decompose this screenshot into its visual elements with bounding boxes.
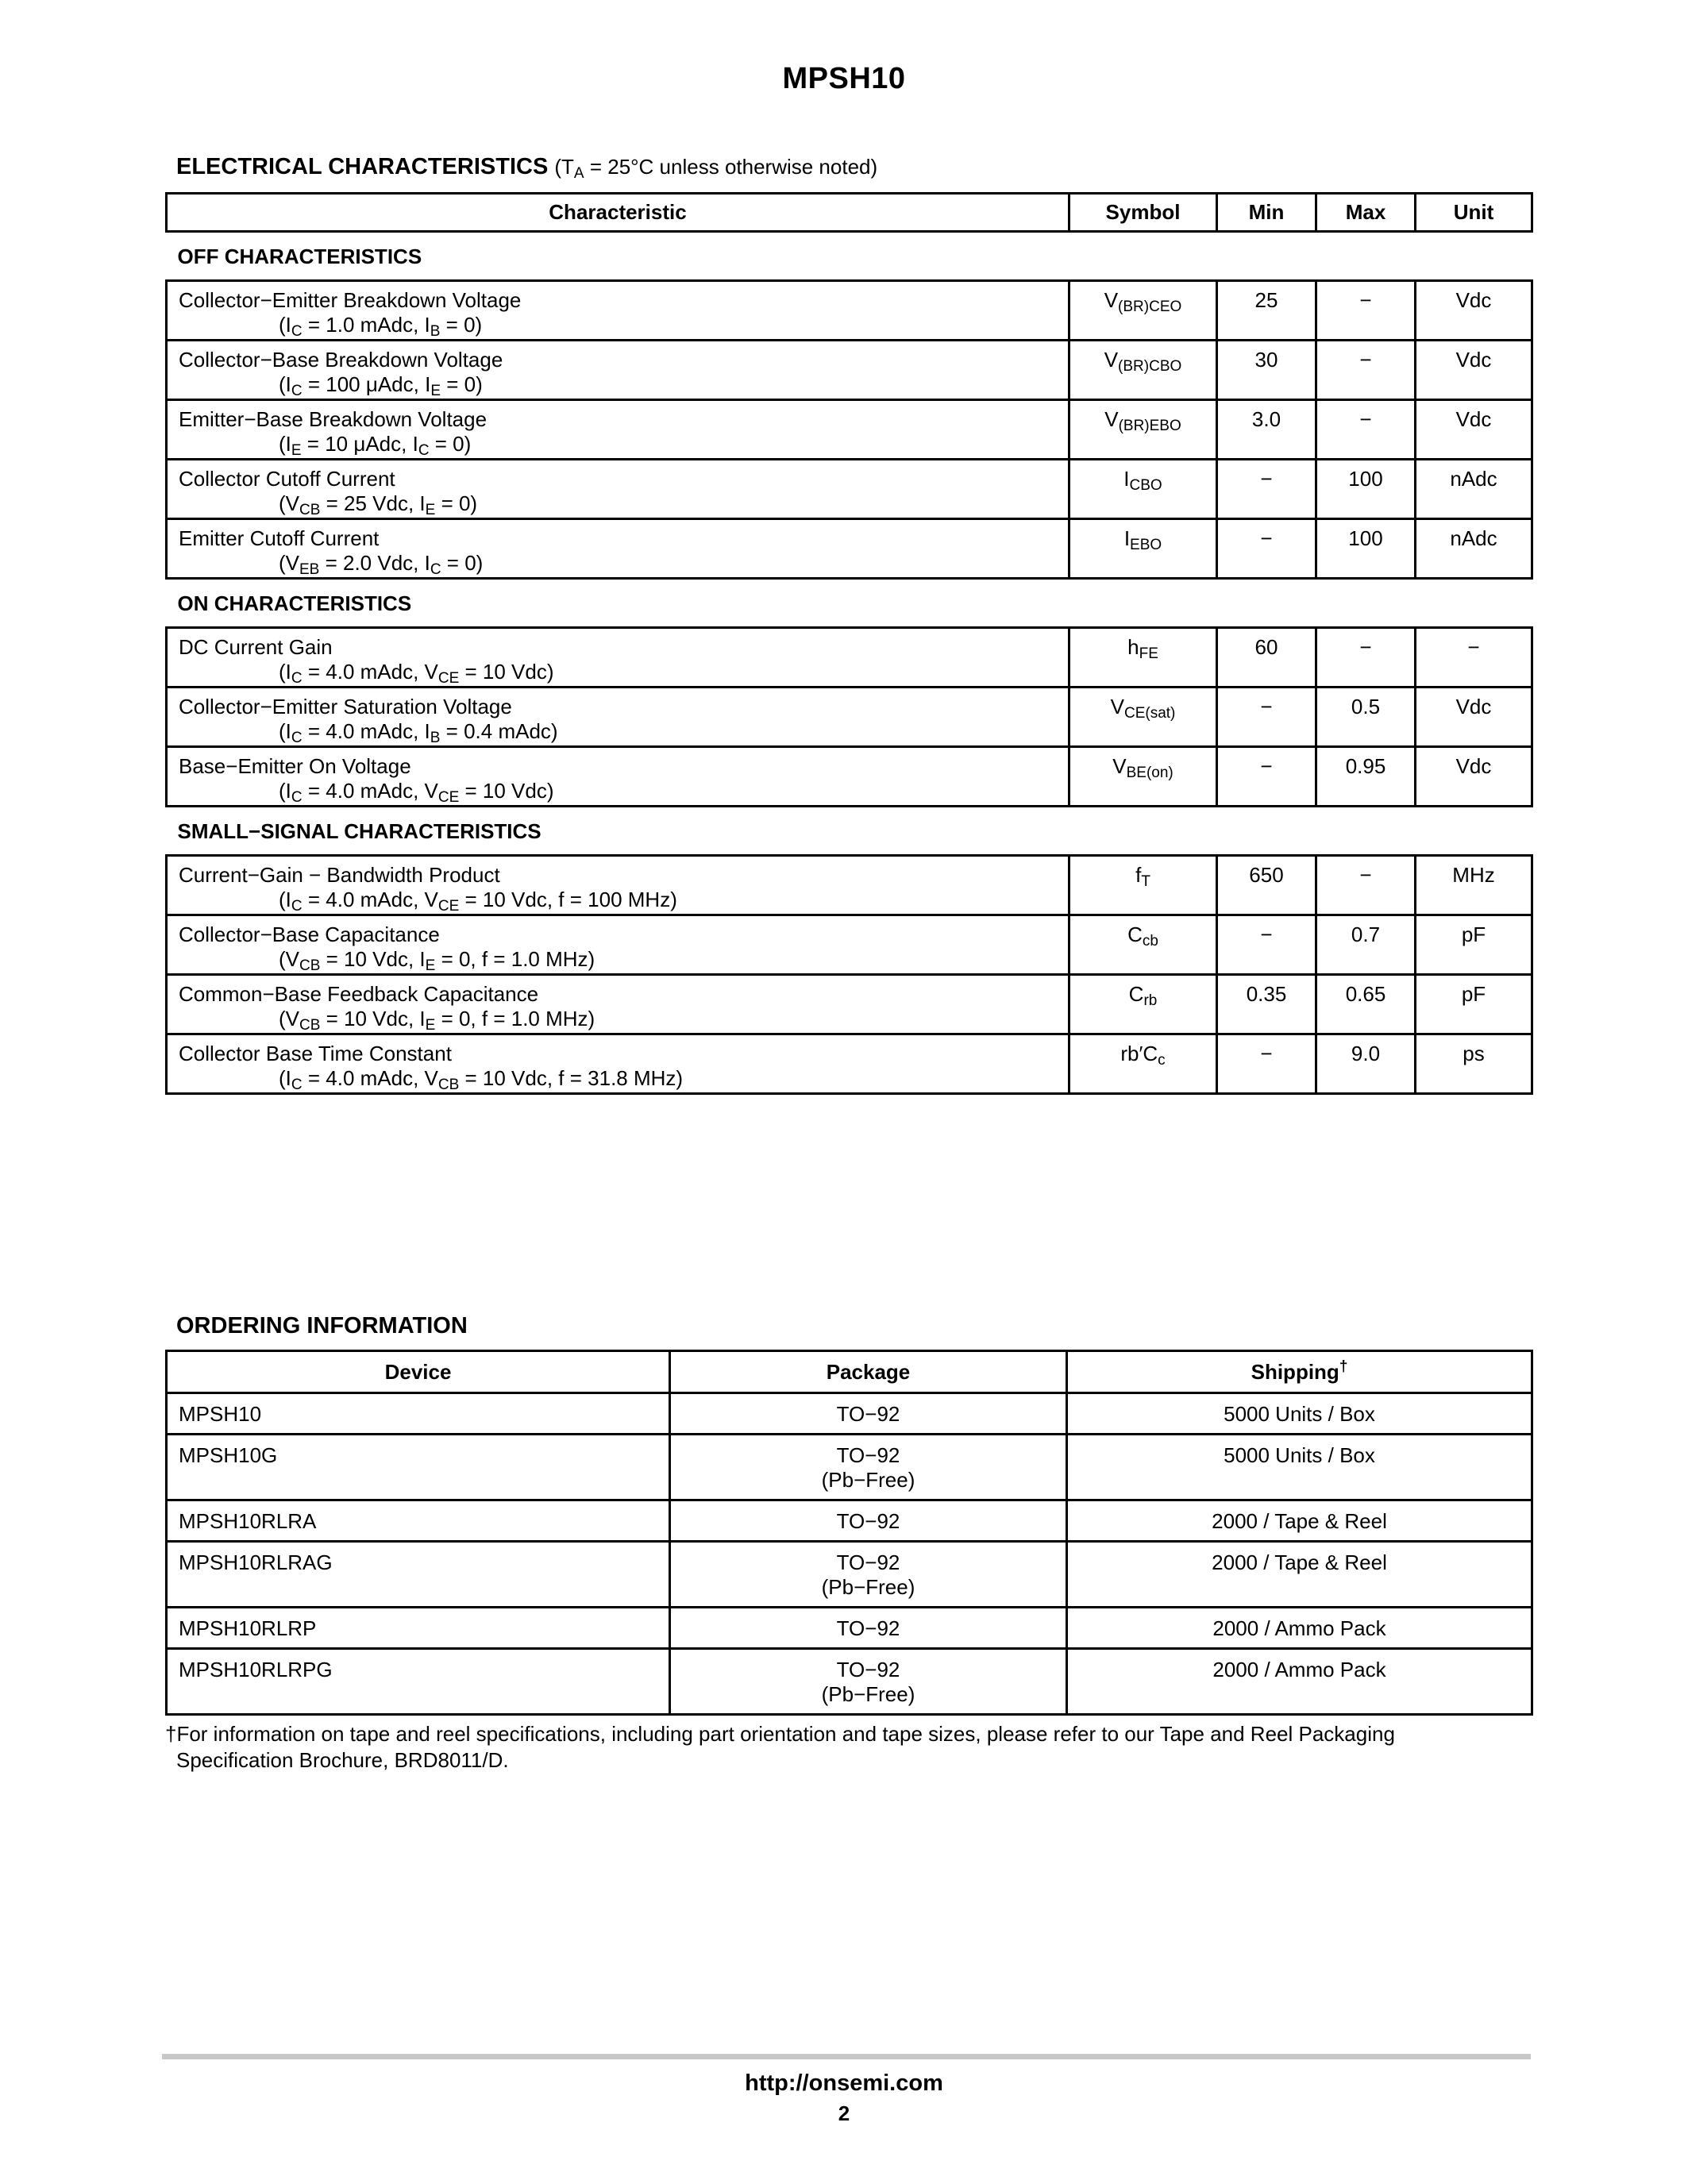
unit-cell: MHz: [1416, 856, 1532, 915]
unit-cell: Vdc: [1416, 747, 1532, 807]
max-cell: −: [1316, 400, 1416, 460]
unit-cell: nAdc: [1416, 519, 1532, 579]
table-row: [167, 856, 1532, 915]
min-cell: −: [1217, 460, 1316, 519]
group-heading-off: OFF CHARACTERISTICS: [177, 245, 422, 268]
max-cell: 9.0: [1316, 1034, 1416, 1094]
symbol-cell: $I_{EBO}$: [1069, 519, 1217, 579]
min-cell: −: [1217, 519, 1316, 579]
min-cell: 3.0: [1217, 400, 1316, 460]
table-row: [167, 519, 1532, 579]
characteristic-name: Emitter−Base Breakdown Voltage: [179, 407, 488, 431]
table-row: [167, 1435, 1532, 1500]
device-cell: MPSH10G: [167, 1435, 670, 1500]
max-cell: −: [1316, 281, 1416, 341]
electrical-characteristics-heading: [176, 154, 877, 180]
group-heading-small: SMALL−SIGNAL CHARACTERISTICS: [177, 819, 541, 843]
shipping-cell: 2000 / Tape & Reel: [1067, 1500, 1532, 1542]
symbol-cell: $f_T$: [1069, 856, 1217, 915]
electrical-table-body: [167, 232, 1532, 1094]
characteristic-name: Base−Emitter On Voltage: [179, 754, 411, 778]
characteristic-name: Collector−Emitter Breakdown Voltage: [179, 288, 522, 312]
footnote-line-1: †For information on tape and reel specifications, including part orientation and tape sizes, please refer to our Tape and Reel Packaging: [165, 1722, 1395, 1746]
min-cell: −: [1217, 688, 1316, 747]
max-cell: −: [1316, 341, 1416, 400]
test-condition: ($I_C = 4.0$ mAdc, $V_{CE} = 10$ Vdc): [279, 660, 554, 687]
package-cell: TO−92: [670, 1393, 1067, 1435]
symbol-cell: $h_{FE}$: [1069, 628, 1217, 688]
table-row: [167, 400, 1532, 460]
table-header-row: [167, 194, 1532, 232]
symbol-cell: $V_{(BR)EBO}$: [1069, 400, 1217, 460]
characteristic-name: Collector−Emitter Saturation Voltage: [179, 695, 512, 718]
page-number: 2: [838, 2101, 850, 2125]
characteristic-cell: [167, 341, 1069, 400]
max-cell: 100: [1316, 460, 1416, 519]
footer-url-link[interactable]: http://onsemi.com: [745, 2070, 943, 2096]
unit-cell: Vdc: [1416, 688, 1532, 747]
device-cell: MPSH10RLRP: [167, 1608, 670, 1649]
symbol-cell: $V_{CE(sat)}$: [1069, 688, 1217, 747]
unit-cell: −: [1416, 628, 1532, 688]
ordering-footnote: [165, 1721, 1531, 1774]
test-condition: ($I_C = 4.0$ mAdc, $V_{CB} = 10$ Vdc, f = 31.8 MHz): [279, 1066, 684, 1093]
package-cell: TO−92 (Pb−Free): [670, 1542, 1067, 1608]
device-cell: MPSH10RLRA: [167, 1500, 670, 1542]
test-condition: ($I_C = 4.0$ mAdc, $V_{CE} = 10$ Vdc): [279, 779, 554, 806]
shipping-cell: 2000 / Ammo Pack: [1067, 1649, 1532, 1715]
test-condition: ($I_E = 10$ μAdc, $I_C = 0$): [279, 432, 472, 459]
characteristic-name: Common−Base Feedback Capacitance: [179, 982, 539, 1006]
col-device: Device: [167, 1351, 670, 1393]
symbol-cell: $rb'C_c$: [1069, 1034, 1217, 1094]
unit-cell: ps: [1416, 1034, 1532, 1094]
symbol-cell: $V_{(BR)CBO}$: [1069, 341, 1217, 400]
characteristic-name: Collector Base Time Constant: [179, 1042, 452, 1065]
unit-cell: Vdc: [1416, 281, 1532, 341]
package-cell: TO−92: [670, 1608, 1067, 1649]
ordering-table-body: [167, 1393, 1532, 1715]
ordering-information-table: [165, 1350, 1533, 1716]
test-condition: ($V_{EB} = 2.0$ Vdc, $I_C = 0$): [279, 551, 484, 578]
min-cell: 60: [1217, 628, 1316, 688]
symbol-cell: $C_{cb}$: [1069, 915, 1217, 975]
test-condition: ($I_C = 1.0$ mAdc, $I_B = 0$): [279, 313, 483, 340]
max-cell: 0.65: [1316, 975, 1416, 1034]
characteristic-cell: [167, 688, 1069, 747]
min-cell: −: [1217, 915, 1316, 975]
table-row: [167, 747, 1532, 807]
test-condition: ($I_C = 4.0$ mAdc, $V_{CE} = 10$ Vdc, f = 100 MHz): [279, 888, 677, 915]
characteristic-cell: [167, 281, 1069, 341]
table-row: [167, 688, 1532, 747]
characteristic-cell: [167, 519, 1069, 579]
symbol-cell: $V_{BE(on)}$: [1069, 747, 1217, 807]
unit-cell: pF: [1416, 975, 1532, 1034]
characteristic-name: Current−Gain − Bandwidth Product: [179, 863, 500, 887]
min-cell: −: [1217, 1034, 1316, 1094]
electrical-heading-condition: ($T_A = 25^\circ C$ unless otherwise noted): [554, 155, 878, 182]
characteristic-cell: [167, 460, 1069, 519]
characteristic-cell: [167, 975, 1069, 1034]
dagger-mark: †: [1339, 1358, 1348, 1375]
table-row: [167, 281, 1532, 341]
package-cell: TO−92 (Pb−Free): [670, 1649, 1067, 1715]
page-title: MPSH10: [782, 62, 906, 95]
table-row: [167, 1542, 1532, 1608]
test-condition: ($V_{CB} = 25$ Vdc, $I_E = 0$): [279, 491, 478, 518]
electrical-characteristics-table: [165, 192, 1533, 1095]
min-cell: 650: [1217, 856, 1316, 915]
characteristic-cell: [167, 915, 1069, 975]
group-row: [167, 579, 1532, 628]
max-cell: 0.95: [1316, 747, 1416, 807]
max-cell: −: [1316, 856, 1416, 915]
table-row: [167, 628, 1532, 688]
characteristic-name: Collector−Base Breakdown Voltage: [179, 348, 503, 372]
footer-divider: [162, 2054, 1531, 2059]
group-row: [167, 232, 1532, 281]
device-cell: MPSH10RLRPG: [167, 1649, 670, 1715]
table-row: [167, 1034, 1532, 1094]
symbol-cell: $C_{rb}$: [1069, 975, 1217, 1034]
characteristic-cell: [167, 400, 1069, 460]
test-condition: ($I_C = 4.0$ mAdc, $I_B = 0.4$ mAdc): [279, 719, 558, 746]
max-cell: 100: [1316, 519, 1416, 579]
shipping-cell: 2000 / Ammo Pack: [1067, 1608, 1532, 1649]
col-unit: Unit: [1416, 194, 1532, 232]
device-cell: MPSH10: [167, 1393, 670, 1435]
characteristic-cell: [167, 628, 1069, 688]
characteristic-name: Emitter Cutoff Current: [179, 526, 380, 550]
group-row: [167, 807, 1532, 856]
table-row: [167, 341, 1532, 400]
characteristic-cell: [167, 856, 1069, 915]
characteristic-name: Collector−Base Capacitance: [179, 923, 440, 946]
unit-cell: Vdc: [1416, 341, 1532, 400]
max-cell: 0.5: [1316, 688, 1416, 747]
min-cell: −: [1217, 747, 1316, 807]
min-cell: 30: [1217, 341, 1316, 400]
table-row: [167, 1500, 1532, 1542]
unit-cell: Vdc: [1416, 400, 1532, 460]
table-row: [167, 1649, 1532, 1715]
characteristic-cell: [167, 1034, 1069, 1094]
max-cell: 0.7: [1316, 915, 1416, 975]
col-characteristic: Characteristic: [167, 194, 1069, 232]
electrical-heading-text: ELECTRICAL CHARACTERISTICS: [176, 154, 549, 179]
table-row: [167, 1608, 1532, 1649]
max-cell: −: [1316, 628, 1416, 688]
test-condition: ($V_{CB} = 10$ Vdc, $I_E = 0$, f = 1.0 MHz): [279, 1007, 595, 1034]
group-heading-on: ON CHARACTERISTICS: [177, 591, 412, 615]
unit-cell: nAdc: [1416, 460, 1532, 519]
shipping-cell: 5000 Units / Box: [1067, 1393, 1532, 1435]
col-symbol: Symbol: [1069, 194, 1217, 232]
col-min: Min: [1217, 194, 1316, 232]
package-cell: TO−92 (Pb−Free): [670, 1435, 1067, 1500]
table-row: [167, 915, 1532, 975]
table-row: [167, 1393, 1532, 1435]
min-cell: 0.35: [1217, 975, 1316, 1034]
table-row: [167, 975, 1532, 1034]
symbol-cell: $I_{CBO}$: [1069, 460, 1217, 519]
table-row: [167, 460, 1532, 519]
test-condition: ($I_C = 100$ μAdc, $I_E = 0$): [279, 372, 483, 399]
unit-cell: pF: [1416, 915, 1532, 975]
symbol-cell: $V_{(BR)CEO}$: [1069, 281, 1217, 341]
test-condition: ($V_{CB} = 10$ Vdc, $I_E = 0$, f = 1.0 MHz): [279, 947, 595, 974]
footnote-line-2: Specification Brochure, BRD8011/D.: [176, 1748, 509, 1772]
col-package: Package: [670, 1351, 1067, 1393]
col-max: Max: [1316, 194, 1416, 232]
col-shipping: Shipping†: [1067, 1351, 1532, 1393]
characteristic-name: Collector Cutoff Current: [179, 467, 395, 491]
package-cell: TO−92: [670, 1500, 1067, 1542]
characteristic-cell: [167, 747, 1069, 807]
shipping-cell: 5000 Units / Box: [1067, 1435, 1532, 1500]
shipping-cell: 2000 / Tape & Reel: [1067, 1542, 1532, 1608]
table-header-row: [167, 1351, 1532, 1393]
min-cell: 25: [1217, 281, 1316, 341]
ordering-information-heading: ORDERING INFORMATION: [176, 1313, 468, 1339]
characteristic-name: DC Current Gain: [179, 635, 333, 659]
device-cell: MPSH10RLRAG: [167, 1542, 670, 1608]
